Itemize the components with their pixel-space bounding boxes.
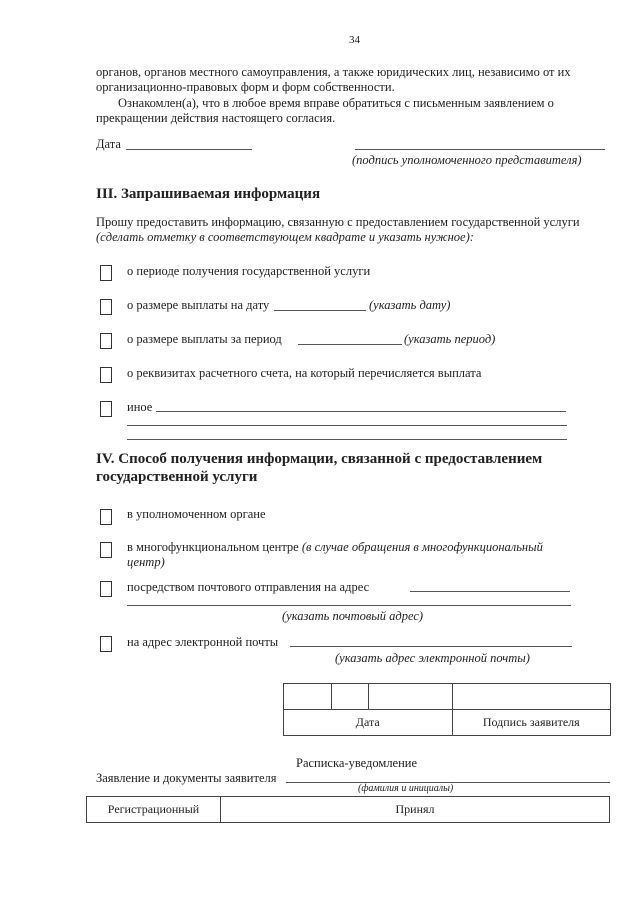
date-month-cell[interactable] xyxy=(332,684,369,710)
email-field[interactable] xyxy=(290,646,572,647)
option-other-label: иное xyxy=(127,400,153,414)
signature-table xyxy=(283,683,611,736)
signature-field[interactable] xyxy=(355,149,605,150)
consent-line-3: Ознакомлен(а), что в любое время вправе обратиться с письменным заявлением о xyxy=(118,96,554,110)
section-3-title: III. Запрашиваемая информация xyxy=(96,186,321,202)
consent-line-1: органов, органов местного самоуправления, а также юридических лиц, независимо от их xyxy=(96,65,571,79)
option-account-label: о реквизитах расчетного счета, на который перечисляется выплата xyxy=(127,366,482,380)
section-3-instruction: (сделать отметку в соответствующем квадрате и указать нужное): xyxy=(96,230,474,244)
page-number: 34 xyxy=(349,34,360,46)
checkbox-amount-period[interactable] xyxy=(100,333,112,349)
section-4-title: IV. Способ получения информации, связанной с предоставлением xyxy=(96,451,543,467)
amount-date-field[interactable] xyxy=(274,310,366,311)
option-period-label: о периоде получения государственной услуги xyxy=(127,264,371,278)
checkbox-other[interactable] xyxy=(100,401,112,417)
amount-period-hint: (указать период) xyxy=(404,332,496,346)
consent-line-2: организационно-правовых форм и форм собственности. xyxy=(96,80,395,94)
receipt-table xyxy=(86,796,610,823)
date-label: Дата xyxy=(96,137,121,151)
section-4-title-cont: государственной услуги xyxy=(96,469,258,485)
option-amount-period-label: о размере выплаты за период xyxy=(127,332,282,346)
option-mfc-label-main: в многофункциональном центре xyxy=(127,540,299,554)
registration-cell: Регистрационный xyxy=(87,797,221,823)
date-field[interactable] xyxy=(126,149,252,150)
checkbox-authority[interactable] xyxy=(100,509,112,525)
amount-period-field[interactable] xyxy=(298,344,402,345)
other-field-line-2[interactable] xyxy=(127,425,567,426)
option-authority-label: в уполномоченном органе xyxy=(127,507,266,521)
other-field-line-1[interactable] xyxy=(156,411,566,412)
date-day-cell[interactable] xyxy=(284,684,332,710)
post-address-field-line-2[interactable] xyxy=(127,605,571,606)
date-caption-cell: Дата xyxy=(284,710,453,736)
amount-date-hint: (указать дату) xyxy=(369,298,451,312)
signature-caption: (подпись уполномоченного представителя) xyxy=(352,153,582,167)
post-address-field[interactable] xyxy=(410,591,570,592)
section-3-intro: Прошу предоставить информацию, связанную с предоставлением государственной услуги xyxy=(96,215,580,229)
signature-caption-cell: Подпись заявителя xyxy=(452,710,611,736)
other-field-line-3[interactable] xyxy=(127,439,567,440)
checkbox-amount-date[interactable] xyxy=(100,299,112,315)
post-address-hint: (указать почтовый адрес) xyxy=(282,609,424,623)
date-year-cell[interactable] xyxy=(369,684,452,710)
email-hint: (указать адрес электронной почты) xyxy=(335,651,530,665)
checkbox-mfc[interactable] xyxy=(100,542,112,558)
receipt-title: Расписка-уведомление xyxy=(296,756,418,770)
consent-line-4: прекращении действия настоящего согласия. xyxy=(96,111,336,125)
receipt-docs-label: Заявление и документы заявителя xyxy=(96,771,277,785)
checkbox-email[interactable] xyxy=(100,636,112,652)
option-mfc-label-cont: центр) xyxy=(127,555,165,569)
signature-cell[interactable] xyxy=(452,684,611,710)
option-amount-date-label: о размере выплаты на дату xyxy=(127,298,270,312)
option-mfc-label xyxy=(127,539,543,555)
checkbox-account[interactable] xyxy=(100,367,112,383)
applicant-name-hint: (фамилия и инициалы) xyxy=(358,783,454,794)
checkbox-period[interactable] xyxy=(100,265,112,281)
option-email-label: на адрес электронной почты xyxy=(127,635,279,649)
option-post-label: посредством почтового отправления на адрес xyxy=(127,580,370,594)
accepted-cell: Принял xyxy=(221,797,610,823)
checkbox-post[interactable] xyxy=(100,581,112,597)
option-mfc-label-note: (в случае обращения в многофункциональный xyxy=(301,540,543,554)
